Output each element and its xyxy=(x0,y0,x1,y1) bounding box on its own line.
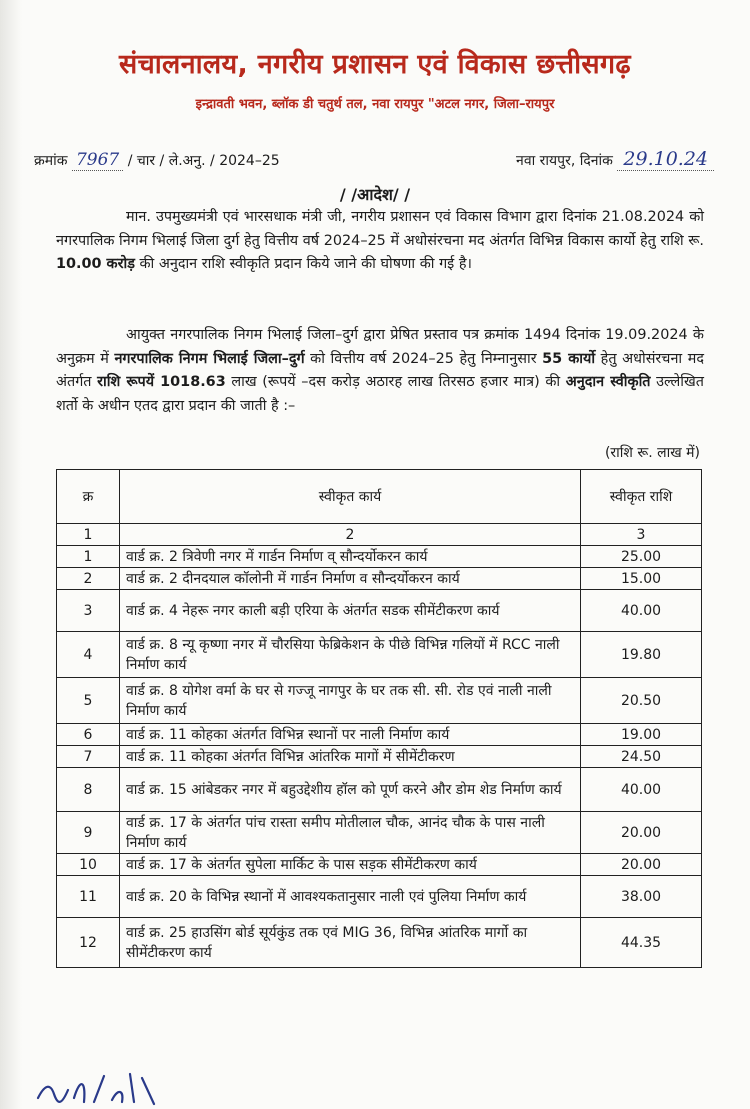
row-amount: 44.35 xyxy=(581,918,702,968)
row-serial: 9 xyxy=(57,812,120,854)
table-row xyxy=(57,568,702,590)
table-row xyxy=(57,918,702,968)
index-col-3: 3 xyxy=(581,524,702,546)
row-serial: 4 xyxy=(57,632,120,678)
row-work: वार्ड क्र. 17 के अंतर्गत सुपेला मार्किट के पास सड़क सीमेंटीकरण कार्य xyxy=(120,854,581,876)
order-number-row xyxy=(34,144,714,174)
table-row xyxy=(57,546,702,568)
unit-note: (राशि रू. लाख में) xyxy=(604,445,700,461)
row-work: वार्ड क्र. 17 के अंतर्गत पांच रास्ता समीप मोतीलाल चौक, आनंद चौक के पास नाली निर्माण कार्य xyxy=(120,812,581,854)
row-work: वार्ड क्र. 8 न्यू कृष्णा नगर में चौरसिया फेब्रिकेशन के पीछे विभिन्न गलियों में RCC नाली निर्माण कार्य xyxy=(120,632,581,678)
table-row xyxy=(57,746,702,768)
row-work: वार्ड क्र. 11 कोहका अंतर्गत विभिन्न स्थानों पर नाली निर्माण कार्य xyxy=(120,724,581,746)
para2-amount: राशि रूपयें 1018.63 xyxy=(97,374,226,391)
para1-amount: 10.00 करोड़ xyxy=(56,256,135,273)
table-header-row xyxy=(57,470,702,524)
row-work: वार्ड क्र. 2 त्रिवेणी नगर में गार्डन निर्माण व् सौन्दर्योकरन कार्य xyxy=(120,546,581,568)
para2-corporation: नगरपालिक निगम भिलाई जिला–दुर्ग xyxy=(114,350,305,367)
para2-work-count: 55 कार्यो xyxy=(542,350,596,367)
row-serial: 3 xyxy=(57,590,120,632)
row-serial: 8 xyxy=(57,768,120,812)
row-work: वार्ड क्र. 4 नेहरू नगर काली बड़ी एरिया के अंतर्गत सडक सीमेंटीकरण कार्य xyxy=(120,590,581,632)
para2-text-g: लाख (रूपयें –दस करोड़ अठारह लाख तिरसठ हजार मात्र) की xyxy=(225,374,566,391)
table-index-row xyxy=(57,524,702,546)
row-serial: 5 xyxy=(57,678,120,724)
table-row xyxy=(57,812,702,854)
paragraph-sanction xyxy=(56,324,704,418)
office-address: इन्द्रावती भवन, ब्लॉक डी चतुर्थ तल, नवा रायपुर "अटल नगर, जिला–रायपुर xyxy=(195,97,555,112)
index-col-1: 1 xyxy=(57,524,120,546)
row-serial: 12 xyxy=(57,918,120,968)
row-amount: 40.00 xyxy=(581,590,702,632)
row-serial: 2 xyxy=(57,568,120,590)
row-work: वार्ड क्र. 15 आंबेडकर नगर में बहुउद्देशीय हॉल को पूर्ण करने और डोम शेड निर्माण कार्य xyxy=(120,768,581,812)
table-row xyxy=(57,590,702,632)
header-amount: स्वीकृत राशि xyxy=(581,470,702,524)
row-amount: 19.80 xyxy=(581,632,702,678)
row-work: वार्ड क्र. 8 योगेश वर्मा के घर से गज्जू नागपुर के घर तक सी. सी. रोड एवं नाली नाली निर्माण कार्य xyxy=(120,678,581,724)
row-work: वार्ड क्र. 25 हाउसिंग बोर्ड सूर्यकुंड तक एवं MIG 36, विभिन्न आंतरिक मार्गो का सीमेंटीकरण कार्य xyxy=(120,918,581,968)
table-row xyxy=(57,876,702,918)
para2-text-c: को वित्तीय वर्ष 2024–25 हेतु निम्नानुसार xyxy=(304,350,543,367)
order-suffix: / चार / ले.अनु. / 2024–25 xyxy=(127,153,280,169)
order-heading: / /आदेश/ / xyxy=(339,185,411,204)
row-work: वार्ड क्र. 20 के विभिन्न स्थानों में आवश्यकतानुसार नाली एवं पुलिया निर्माण कार्य xyxy=(120,876,581,918)
place-date-label: नवा रायपुर, दिनांक xyxy=(516,153,613,169)
header-work: स्वीकृत कार्य xyxy=(120,470,581,524)
row-serial: 10 xyxy=(57,854,120,876)
para2-grant: अनुदान स्वीकृति xyxy=(565,374,651,391)
row-amount: 20.00 xyxy=(581,812,702,854)
para1-text-end: की अनुदान राशि स्वीकृति प्रदान किये जाने की घोषणा की गई है। xyxy=(134,256,472,273)
row-serial: 6 xyxy=(57,724,120,746)
row-amount: 20.50 xyxy=(581,678,702,724)
row-amount: 40.00 xyxy=(581,768,702,812)
handwritten-signature xyxy=(34,1068,184,1108)
para2-text-e: हेतु अधोसंरचना मद अंतर्गत xyxy=(56,350,705,391)
page-edge-shadow xyxy=(0,0,22,1109)
table-row xyxy=(57,854,702,876)
paragraph-announcement xyxy=(56,206,704,277)
office-title: संचालनालय, नगरीय प्रशासन एवं विकास छत्तीसगढ़ xyxy=(119,49,631,80)
row-amount: 38.00 xyxy=(581,876,702,918)
row-work: वार्ड क्र. 2 दीनदयाल कॉलोनी में गार्डन निर्माण व सौन्दर्योकरन कार्य xyxy=(120,568,581,590)
date-handwritten: 29.10.24 xyxy=(617,148,714,171)
row-amount: 25.00 xyxy=(581,546,702,568)
row-serial: 11 xyxy=(57,876,120,918)
row-work: वार्ड क्र. 11 कोहका अंतर्गत विभिन्न आंतरिक मागों में सीमेंटीकरण xyxy=(120,746,581,768)
works-table xyxy=(56,469,702,968)
table-row xyxy=(57,678,702,724)
para2-text-a: आयुक्त नगरपालिक निगम भिलाई जिला–दुर्ग द्वारा प्रेषित प्रस्ताव पत्र क्रमांक 1494 दिनांक 19.09.2024 के अनुक्रम में xyxy=(56,327,704,367)
order-date xyxy=(516,148,714,170)
table-row xyxy=(57,768,702,812)
row-serial: 7 xyxy=(57,746,120,768)
row-serial: 1 xyxy=(57,546,120,568)
row-amount: 19.00 xyxy=(581,724,702,746)
row-amount: 20.00 xyxy=(581,854,702,876)
para2-text-i: उल्लेखित शर्तो के अधीन एतद द्वारा प्रदान की जाती है :– xyxy=(56,374,704,414)
row-amount: 24.50 xyxy=(581,746,702,768)
header-serial: क्र xyxy=(57,470,120,524)
table-row xyxy=(57,632,702,678)
order-number-handwritten: 7967 xyxy=(72,150,123,171)
row-amount: 15.00 xyxy=(581,568,702,590)
table-row xyxy=(57,724,702,746)
order-prefix: क्रमांक xyxy=(34,153,68,169)
order-reference xyxy=(34,150,280,170)
index-col-2: 2 xyxy=(120,524,581,546)
para1-text: मान. उपमुख्यमंत्री एवं भारसधाक मंत्री जी, नगरीय प्रशासन एवं विकास विभाग द्वारा दिनांक 21.08.2024 को नगरपालिक निगम भिलाई जिला दुर्ग हेतु वित्तीय वर्ष 2024–25 में अधोसंरचना मद अंतर्गत विभिन्न विकास कार्यो हेतु राशि रू. xyxy=(56,209,704,249)
